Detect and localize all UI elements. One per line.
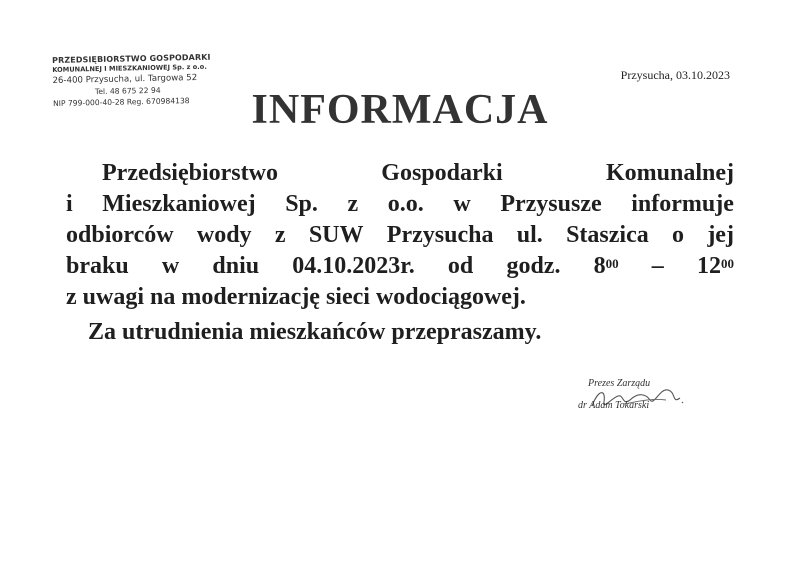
- word: z: [347, 191, 359, 217]
- hour-to: [697, 251, 734, 282]
- hour-dash: –: [651, 253, 664, 279]
- body-line-4: [66, 251, 734, 282]
- body-line-2: [66, 189, 734, 220]
- document-title: INFORMACJA: [251, 87, 549, 133]
- word: Sp.: [285, 191, 318, 217]
- word: SUW: [308, 222, 364, 248]
- word: braku: [66, 253, 129, 279]
- announcement-body: [66, 158, 734, 348]
- word: godz.: [506, 253, 561, 279]
- word: ul.: [516, 222, 543, 248]
- stamp-line-address: 26-400 Przysucha, ul. Targowa 52: [52, 72, 198, 86]
- hour-to-minutes: 00: [720, 256, 734, 271]
- body-line-1: [66, 158, 734, 189]
- hour-to-value: 12: [696, 253, 721, 279]
- date-word: 04.10.2023r.: [292, 253, 415, 279]
- word: od: [447, 253, 474, 279]
- body-line-5-text: z uwagi na modernizację sieci wodociągowej.: [66, 284, 526, 310]
- word: i: [66, 191, 73, 217]
- hour-from-minutes: 00: [605, 256, 619, 271]
- word: w: [453, 191, 471, 217]
- stamp-line-phone: Tel. 48 675 22 94: [94, 85, 161, 97]
- body-line-3: [66, 220, 734, 251]
- word: w: [161, 253, 180, 279]
- signature-block: [578, 378, 698, 428]
- closing-text: Za utrudnienia mieszkańców przepraszamy.: [88, 319, 542, 345]
- word: Mieszkaniowej: [102, 191, 256, 217]
- word: Staszica: [566, 222, 649, 248]
- signatory-role: Prezes Zarządu: [588, 378, 651, 389]
- word: wody: [196, 222, 252, 248]
- closing-line: [66, 317, 734, 348]
- stamp-line-company: PRZEDSIĘBIORSTWO GOSPODARKI: [52, 52, 211, 65]
- word: o: [672, 222, 685, 248]
- word: Przedsiębiorstwo: [102, 160, 278, 186]
- body-line-5: [66, 282, 734, 313]
- word: informuje: [631, 191, 734, 217]
- word: dniu: [212, 253, 260, 279]
- word: jej: [707, 222, 734, 248]
- place-and-date: Przysucha, 03.10.2023: [620, 68, 730, 82]
- word: o.o.: [387, 191, 424, 217]
- word: z: [274, 222, 286, 248]
- hour-from: [594, 251, 619, 282]
- word: odbiorców: [66, 222, 174, 248]
- word: Komunalnej: [605, 160, 734, 186]
- word: Przysucha: [386, 222, 494, 248]
- signatory-name: dr Adam Tokarski: [578, 400, 650, 411]
- hour-from-value: 8: [593, 253, 606, 279]
- stamp-line-company-cont: KOMUNALNEJ I MIESZKANIOWEJ Sp. z o.o.: [52, 62, 207, 74]
- stamp-line-registration: NIP 799-000-40-28 Reg. 670984138: [52, 96, 190, 108]
- word: Gospodarki: [381, 160, 503, 186]
- word: Przysusze: [500, 191, 602, 217]
